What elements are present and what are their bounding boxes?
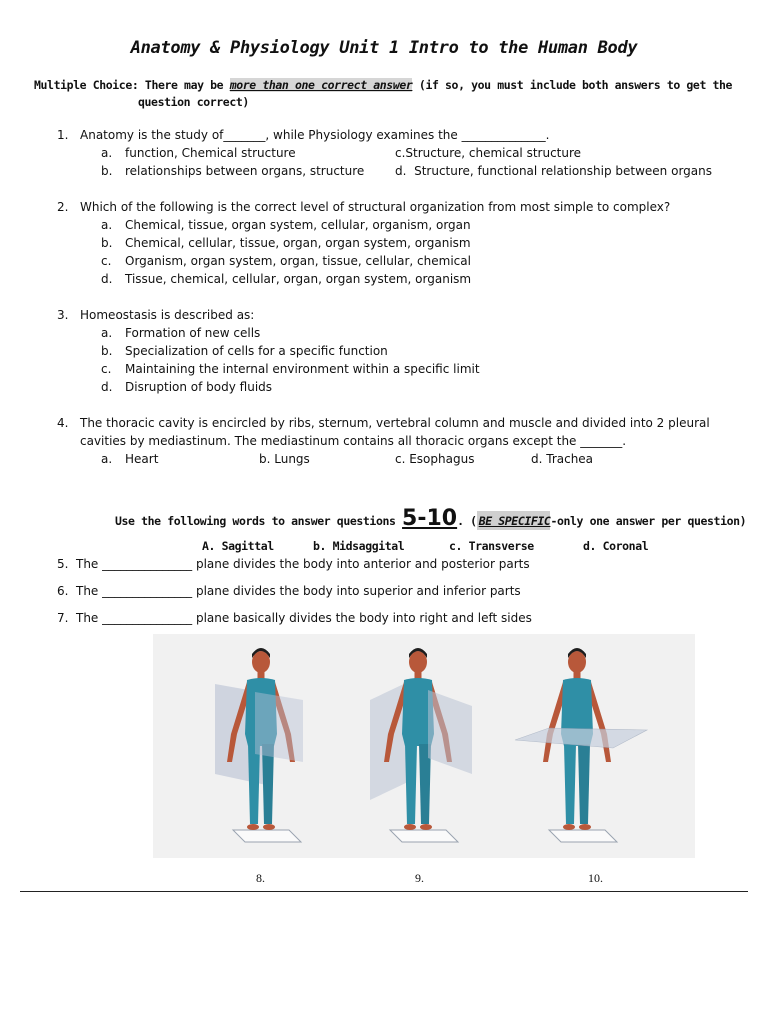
figure-label-8: 8.	[256, 871, 265, 885]
q3-opt-b-letter: b.	[101, 344, 113, 358]
mc-highlight: more than one correct answer	[229, 78, 413, 92]
q3-opt-c-letter: c.	[101, 362, 112, 376]
q3-opt-a: Formation of new cells	[125, 326, 261, 340]
item7-number: 7.	[57, 611, 69, 625]
q3-opt-c: Maintaining the internal environment within a specific limit	[125, 362, 480, 376]
q2-opt-b: Chemical, cellular, tissue, organ, organ system, organism	[125, 236, 471, 250]
section-divider	[20, 891, 748, 892]
q4-text-line2: cavities by mediastinum. The mediastinum contains all thoracic organs except the _______.	[80, 434, 627, 448]
q3-opt-d: Disruption of body fluids	[125, 380, 273, 394]
q3-opt-b: Specialization of cells for a specific function	[125, 344, 388, 358]
q4-opt-a-letter: a.	[101, 452, 113, 466]
q4-opt-c: c. Esophagus	[395, 452, 475, 466]
figure-label-10: 10.	[588, 871, 603, 885]
planes-rest: -only one answer per question)	[550, 514, 747, 528]
q2-opt-a-letter: a.	[101, 218, 113, 232]
q1-number: 1.	[57, 128, 69, 142]
mc-text2: (if so, you must include both answers to get the	[412, 78, 733, 92]
item6-number: 6.	[57, 584, 69, 598]
q2-number: 2.	[57, 200, 69, 214]
mc-instructions	[34, 78, 732, 92]
be-specific-badge: BE SPECIFIC	[477, 511, 551, 530]
q2-opt-c: Organism, organ system, organ, tissue, cellular, chemical	[125, 254, 471, 268]
q1-opt-b: relationships between organs, structure	[125, 164, 365, 178]
q4-number: 4.	[57, 416, 69, 430]
q3-opt-d-letter: d.	[101, 380, 113, 394]
q2-opt-d-letter: d.	[101, 272, 113, 286]
q3-text: Homeostasis is described as:	[80, 308, 255, 322]
q1-text: Anatomy is the study of_______, while Physiology examines the ______________.	[80, 128, 550, 142]
q1-opt-d: d. Structure, functional relationship between organs	[395, 164, 712, 178]
planes-intro: Use the following words to answer questions	[115, 514, 403, 528]
q1-opt-a-letter: a.	[101, 146, 113, 160]
q1-opt-c: c.Structure, chemical structure	[395, 146, 582, 160]
q4-opt-a: Heart	[125, 452, 159, 466]
q2-opt-d: Tissue, chemical, cellular, organ, organ system, organism	[125, 272, 472, 286]
figure-9-coronal	[370, 648, 472, 842]
q2-opt-a: Chemical, tissue, organ system, cellular, organism, organ	[125, 218, 471, 232]
planes-instructions	[115, 506, 746, 531]
q2-text: Which of the following is the correct level of structural organization from most simple to complex?	[80, 200, 671, 214]
q2-opt-c-letter: c.	[101, 254, 112, 268]
q4-text: The thoracic cavity is encircled by ribs, sternum, vertebral column and muscle and divided into 2 pleural	[80, 416, 710, 430]
q3-opt-a-letter: a.	[101, 326, 113, 340]
planes-dot: . (	[457, 514, 477, 528]
q1-opt-b-letter: b.	[101, 164, 113, 178]
q4-opt-d: d. Trachea	[531, 452, 594, 466]
word-b: b. Midsaggital	[313, 539, 405, 553]
planes-range: 5-10	[402, 506, 458, 531]
body-planes-illustration	[153, 634, 695, 858]
word-a: A. Sagittal	[202, 539, 274, 553]
item7-text: The _______________ plane basically divides the body into right and left sides	[76, 611, 532, 625]
q2-opt-b-letter: b.	[101, 236, 113, 250]
figure-8-sagittal	[215, 648, 303, 842]
item5-number: 5.	[57, 557, 69, 571]
item6-text: The _______________ plane divides the body into superior and inferior parts	[76, 584, 521, 598]
q4-opt-b: b. Lungs	[259, 452, 310, 466]
mc-instructions-line2: question correct)	[138, 95, 249, 109]
q3-number: 3.	[57, 308, 69, 322]
figure-label-9: 9.	[415, 871, 424, 885]
q1-opt-a: function, Chemical structure	[125, 146, 296, 160]
word-d: d. Coronal	[583, 539, 649, 553]
mc-text1: There may be	[138, 78, 230, 92]
body-planes-figure	[153, 634, 695, 858]
mc-lead: Multiple Choice:	[34, 78, 139, 92]
figure-10-transverse	[515, 648, 647, 842]
page-title: Anatomy & Physiology Unit 1 Intro to the Human Body	[130, 38, 638, 58]
item5-text: The _______________ plane divides the body into anterior and posterior parts	[76, 557, 530, 571]
word-c: c. Transverse	[449, 539, 534, 553]
